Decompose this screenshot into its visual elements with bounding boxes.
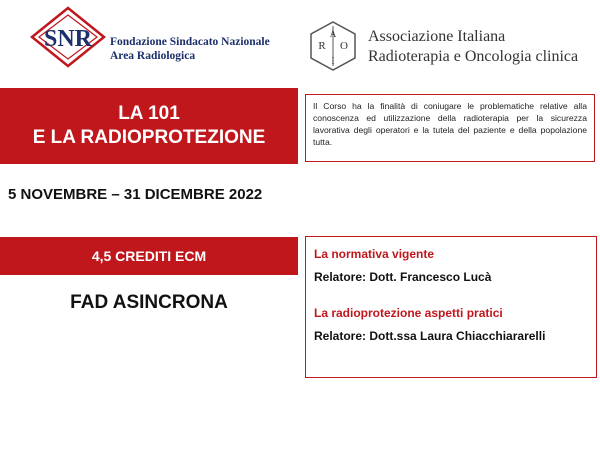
airo-logo [308,20,358,72]
course-title-line1: LA 101 [118,103,180,124]
course-dates: 5 NOVEMBRE – 31 DICEMBRE 2022 [8,186,263,203]
airo-name-line1: Associazione Italiana [368,28,506,45]
program-speaker: Relatore: Dott. Francesco Lucà [314,270,492,284]
svg-text:A: A [329,29,337,39]
snr-logo [28,6,108,68]
program-topic: La radioprotezione aspetti pratici [314,306,503,320]
credits-banner [0,237,298,275]
course-title-line2: E LA RADIOPROTEZIONE [32,127,266,148]
program-speaker: Relatore: Dott.ssa Laura Chiacchiararelli [314,329,546,343]
snr-name-line2: Area Radiologica [110,50,196,62]
svg-text:I: I [331,56,335,66]
course-description: Il Corso ha la finalità di coniugare le problematiche relative alla conoscenza ed utilizzazione della radioterapia per la sicurezza lavorativa degli operatori e la tutela del paziente e della popolazione tutta. [305,94,595,162]
airo-name [368,27,578,67]
snr-logo-text: SNR [43,26,93,52]
snr-name-line1: Fondazione Sindacato Nazionale [110,36,270,48]
program-topic: La normativa vigente [314,247,435,261]
airo-name-line2: Radioterapia e Oncologia clinica [368,48,579,65]
program-box [305,236,597,378]
svg-text:R: R [318,40,326,52]
snr-name [110,35,270,63]
course-title-banner [0,88,298,164]
credits-label: 4,5 CREDITI ECM [91,248,207,264]
svg-text:O: O [340,40,348,52]
course-format: FAD ASINCRONA [70,292,228,313]
